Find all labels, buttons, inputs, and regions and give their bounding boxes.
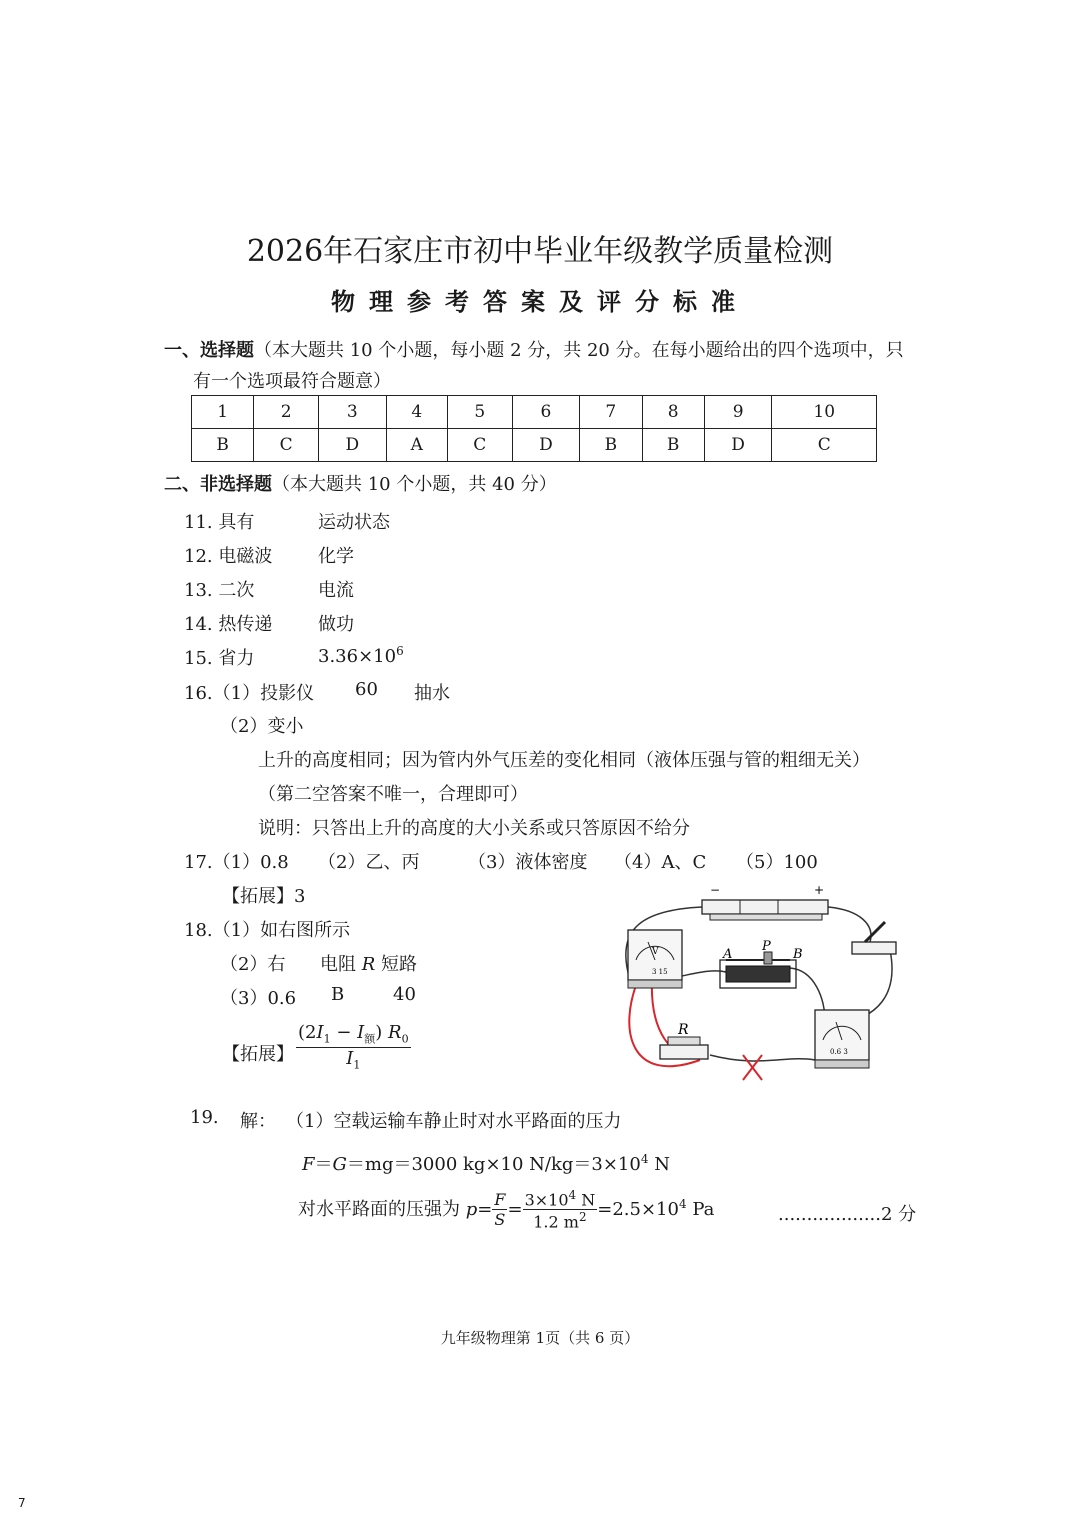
formula-part: 3×10 bbox=[524, 1190, 569, 1210]
page-footer: 九年级物理第 1页（共 6 页） bbox=[440, 1329, 640, 1347]
q16-line1-c: 抽水 bbox=[414, 683, 450, 704]
formula-part: =2.5×10 bbox=[597, 1198, 679, 1220]
cross-mark bbox=[743, 1055, 762, 1080]
table-cell: C bbox=[254, 429, 319, 462]
table-cell: B bbox=[642, 429, 704, 462]
formula-part: 1 bbox=[353, 1058, 361, 1072]
formula-part: ＝ bbox=[314, 1154, 333, 1175]
formula-part: 1 bbox=[323, 1032, 331, 1046]
formula-part: 1.2 m bbox=[533, 1212, 579, 1232]
fraction-num bbox=[492, 1190, 507, 1210]
formula-part: 4 bbox=[640, 1152, 649, 1166]
fraction-num bbox=[523, 1188, 598, 1210]
section2-heading bbox=[164, 470, 557, 496]
document-title: 2026年石家庄市初中毕业年级教学质量检测 bbox=[246, 234, 834, 269]
q16-line5: 说明：只答出上升的高度的大小关系或只答原因不给分 bbox=[258, 818, 690, 839]
q13-num: 13. 二次 bbox=[184, 580, 255, 601]
table-cell: B bbox=[580, 429, 642, 462]
resistor-label: R bbox=[678, 1022, 689, 1038]
q18-fraction-numerator bbox=[296, 1022, 411, 1048]
table-cell: A bbox=[386, 429, 447, 462]
q18-line1: 18.（1）如右图所示 bbox=[184, 920, 351, 941]
q17-part4: （4）A、C bbox=[614, 852, 707, 873]
q18-fraction bbox=[296, 1022, 411, 1071]
q13-answer: 电流 bbox=[318, 580, 354, 601]
section2-desc: （本大题共 10 个小题，共 40 分） bbox=[272, 474, 557, 495]
q19-line3 bbox=[298, 1188, 714, 1232]
formula-part: S bbox=[494, 1210, 506, 1230]
voltmeter-ticks: 3 15 bbox=[652, 968, 668, 976]
q16-line2: （2）变小 bbox=[220, 716, 304, 737]
q15-base: 3.36×10 bbox=[318, 646, 397, 667]
table-cell: 6 bbox=[512, 396, 580, 429]
formula-part: N bbox=[576, 1190, 596, 1210]
resistor bbox=[660, 1022, 708, 1059]
q15-num: 15. 省力 bbox=[184, 648, 255, 669]
formula-part: 4 bbox=[568, 1188, 577, 1202]
q19-line2 bbox=[302, 1150, 670, 1176]
q17-extension: 【拓展】3 bbox=[222, 886, 306, 907]
section2-label: 二、非选择题 bbox=[164, 474, 272, 495]
q14-answer: 做功 bbox=[318, 614, 354, 635]
q15-answer bbox=[318, 644, 404, 667]
table-cell: C bbox=[772, 429, 877, 462]
formula-part: 0 bbox=[401, 1032, 409, 1046]
formula-part: F bbox=[494, 1190, 506, 1210]
q18-resistor-var: R bbox=[361, 954, 376, 975]
q17-part5: （5）100 bbox=[736, 852, 818, 873]
q17-part2: （2）乙、丙 bbox=[318, 852, 420, 873]
q12-num: 12. 电磁波 bbox=[184, 546, 273, 567]
document-subtitle: 物理参考答案及评分标准 bbox=[331, 287, 749, 316]
rheostat bbox=[720, 939, 803, 988]
section1-desc-line1: （本大题共 10 个小题，每小题 2 分，共 20 分。在每小题给出的四个选项中，只 bbox=[254, 340, 904, 361]
q14-num: 14. 热传递 bbox=[184, 614, 273, 635]
q16-line1: 16.（1）投影仪 bbox=[184, 683, 315, 704]
fraction-den bbox=[523, 1210, 598, 1231]
formula-part: 对水平路面的压强为 bbox=[298, 1198, 466, 1220]
q19-num: 19. bbox=[190, 1107, 219, 1128]
formula-part: F bbox=[302, 1154, 315, 1175]
table-cell: 2 bbox=[254, 396, 319, 429]
formula-part: = bbox=[477, 1198, 493, 1220]
section1-label: 一、选择题 bbox=[164, 340, 254, 361]
q12-answer: 化学 bbox=[318, 546, 354, 567]
q18-line2a: （2）右 bbox=[220, 954, 286, 975]
q18-fraction-denominator bbox=[296, 1048, 411, 1072]
formula-part: p bbox=[465, 1198, 478, 1220]
battery bbox=[702, 883, 828, 920]
q17-part1: 17.（1）0.8 bbox=[184, 852, 289, 873]
formula-part: I bbox=[357, 1022, 365, 1043]
q18-ext-label: 【拓展】 bbox=[222, 1044, 294, 1065]
rheostat-label-p: P bbox=[762, 939, 771, 954]
formula-part: N bbox=[648, 1154, 670, 1175]
battery-plus: + bbox=[814, 883, 825, 897]
formula-part: ＝mg＝3000 kg×10 N/kg＝3×10 bbox=[346, 1154, 641, 1175]
wire bbox=[828, 907, 871, 942]
circuit-diagram bbox=[600, 880, 910, 1090]
table-row-numbers bbox=[192, 396, 877, 429]
table-cell: 8 bbox=[642, 396, 704, 429]
table-cell: 7 bbox=[580, 396, 642, 429]
pressure-fraction-2 bbox=[523, 1188, 598, 1232]
formula-part: 额 bbox=[364, 1032, 376, 1046]
formula-part: ) bbox=[375, 1022, 383, 1043]
q16-line1-b: 60 bbox=[355, 679, 378, 700]
table-cell: C bbox=[447, 429, 512, 462]
table-cell: 10 bbox=[772, 396, 877, 429]
ammeter-ticks: 0.6 3 bbox=[830, 1048, 848, 1056]
formula-part: 4 bbox=[678, 1196, 687, 1211]
table-cell: 5 bbox=[447, 396, 512, 429]
q11-num: 11. 具有 bbox=[184, 512, 255, 533]
voltmeter bbox=[628, 930, 682, 988]
q18-resistor-text: 电阻 bbox=[320, 954, 362, 975]
q16-line4: （第二空答案不唯一，合理即可） bbox=[258, 784, 528, 805]
table-cell: D bbox=[704, 429, 772, 462]
rheostat-label-a: A bbox=[723, 947, 733, 962]
table-cell: 9 bbox=[704, 396, 772, 429]
q18-line3c: 40 bbox=[393, 984, 416, 1005]
formula-part: = bbox=[507, 1198, 523, 1220]
q19-score: ..................2 分 bbox=[778, 1204, 917, 1225]
voltmeter-label: V bbox=[652, 947, 659, 957]
q19-jie: 解： bbox=[240, 1111, 276, 1132]
q18-ext-formula bbox=[296, 1022, 411, 1071]
battery-minus: − bbox=[710, 883, 721, 897]
table-row-answers bbox=[192, 429, 877, 462]
q18-line3b: B bbox=[331, 984, 345, 1005]
table-cell: 1 bbox=[192, 396, 254, 429]
formula-part: − bbox=[330, 1022, 358, 1043]
table-cell: D bbox=[319, 429, 387, 462]
q17-part3: （3）液体密度 bbox=[468, 852, 588, 873]
rheostat-label-b: B bbox=[793, 947, 803, 962]
pressure-fraction-1 bbox=[492, 1190, 507, 1229]
switch bbox=[852, 922, 896, 954]
fraction-den bbox=[492, 1210, 507, 1229]
formula-part: R bbox=[388, 1022, 402, 1043]
table-cell: 3 bbox=[319, 396, 387, 429]
section1-heading bbox=[164, 336, 904, 362]
q15-exp: 6 bbox=[396, 644, 404, 658]
table-cell: 4 bbox=[386, 396, 447, 429]
q18-short-text: 短路 bbox=[375, 954, 418, 975]
q18-line3a: （3）0.6 bbox=[220, 988, 297, 1009]
table-cell: B bbox=[192, 429, 254, 462]
formula-part: 2 bbox=[578, 1210, 587, 1225]
q19-line1: （1）空载运输车静止时对水平路面的压力 bbox=[286, 1111, 622, 1132]
q18-line2b bbox=[320, 950, 417, 976]
answer-table bbox=[191, 395, 877, 462]
formula-part: Pa bbox=[686, 1198, 715, 1220]
page-marker: 7 bbox=[18, 1496, 26, 1510]
q16-line3: 上升的高度相同；因为管内外气压差的变化相同（液体压强与管的粗细无关） bbox=[258, 750, 870, 771]
table-cell: D bbox=[512, 429, 580, 462]
formula-part: G bbox=[332, 1154, 347, 1175]
formula-part: I bbox=[316, 1022, 324, 1043]
section1-desc-line2: 有一个选项最符合题意） bbox=[193, 371, 391, 392]
ammeter bbox=[815, 1010, 869, 1068]
formula-part: (2 bbox=[298, 1022, 317, 1043]
formula-part: I bbox=[346, 1047, 354, 1069]
q11-answer: 运动状态 bbox=[318, 512, 390, 533]
